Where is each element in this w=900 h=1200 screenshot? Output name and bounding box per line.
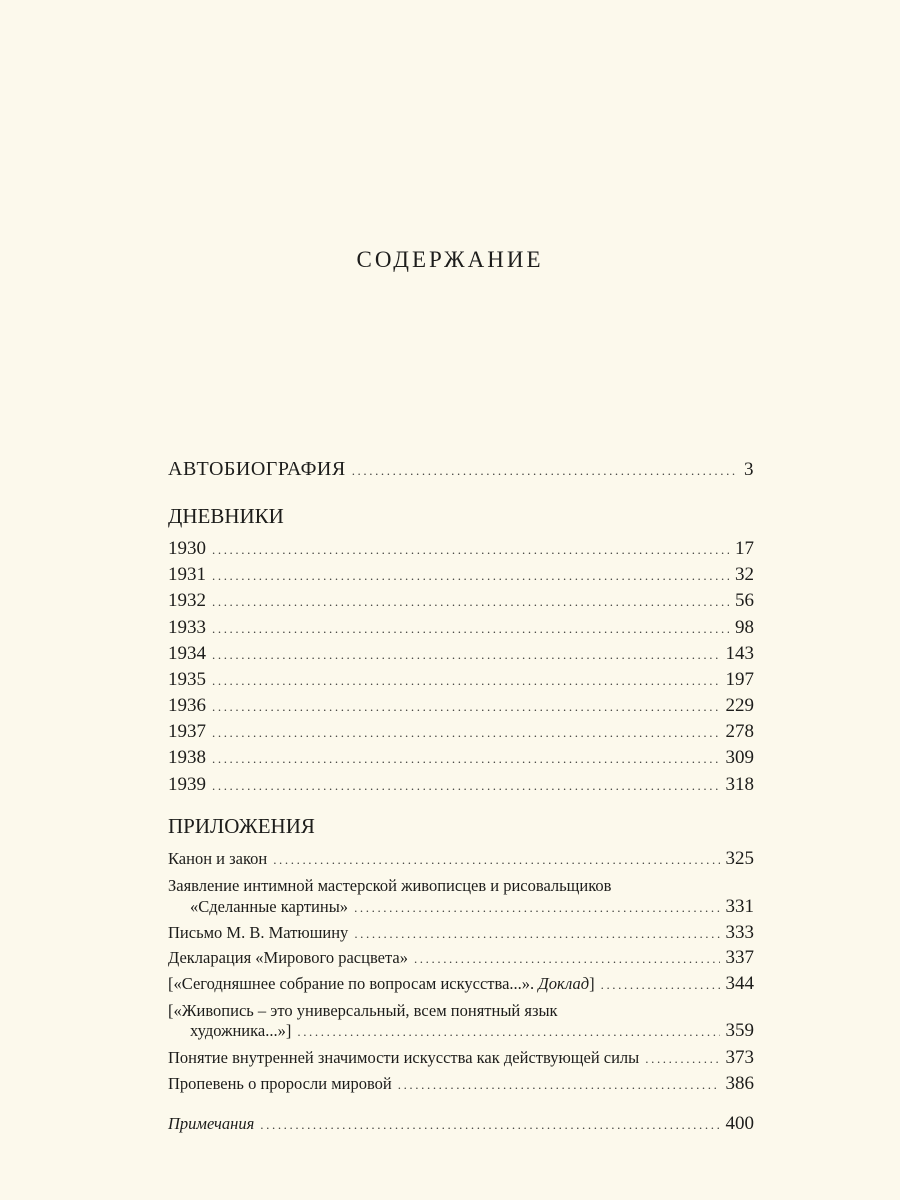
section-heading-appendices: ПРИЛОЖЕНИЯ: [168, 814, 315, 838]
toc-entry-autobiography[interactable]: [168, 458, 754, 481]
dot-leader: [212, 699, 720, 715]
toc-entry-1938[interactable]: [168, 747, 754, 769]
toc-entry-page: 32: [735, 564, 754, 585]
toc-entry-label: 1933: [168, 617, 206, 638]
toc-entry-page: 56: [735, 590, 754, 611]
toc-entry-1939[interactable]: [168, 774, 754, 796]
toc-entry-label: 1937: [168, 721, 206, 742]
dot-leader: [352, 463, 738, 479]
toc-entry-label: 1936: [168, 695, 206, 716]
toc-entry-page: 309: [725, 747, 754, 768]
toc-entry-page: 197: [725, 669, 754, 690]
toc-entry-label: Декларация «Мирового расцвета»: [168, 948, 408, 967]
dot-leader: [273, 852, 719, 868]
toc-entry-1935[interactable]: [168, 669, 754, 691]
dot-leader: [645, 1051, 719, 1067]
toc-entry-declaration[interactable]: [168, 947, 754, 969]
dot-leader: [414, 951, 720, 967]
toc-entry-1936[interactable]: [168, 695, 754, 717]
toc-entry-canon[interactable]: [168, 848, 754, 870]
toc-entry-label-end: ]: [589, 974, 595, 993]
toc-entry-label: художника...»]: [190, 1021, 292, 1040]
toc-entry-label: 1930: [168, 538, 206, 559]
toc-entry-page: 344: [725, 973, 754, 994]
toc-entry-1932[interactable]: [168, 590, 754, 612]
toc-entry-painting-line1[interactable]: [«Живопись – это универсальный, всем понятный язык: [168, 1001, 558, 1020]
toc-entry-page: 373: [725, 1047, 754, 1068]
toc-entry-page: 278: [725, 721, 754, 742]
dot-leader: [398, 1077, 720, 1093]
toc-entry-label: 1932: [168, 590, 206, 611]
toc-entry-page: 386: [725, 1073, 754, 1094]
toc-entry-letter[interactable]: [168, 922, 754, 944]
dot-leader: [354, 926, 719, 942]
dot-leader: [212, 725, 720, 741]
toc-entry-page: 337: [725, 947, 754, 968]
toc-entry-label: 1938: [168, 747, 206, 768]
toc-entry-page: 98: [735, 617, 754, 638]
toc-entry-1931[interactable]: [168, 564, 754, 586]
toc-entry-page: 331: [725, 896, 754, 917]
page-title: СОДЕРЖАНИЕ: [356, 247, 544, 272]
toc-entry-concept[interactable]: [168, 1047, 754, 1069]
toc-entry-page: 359: [725, 1020, 754, 1041]
toc-entry-statement-line1[interactable]: Заявление интимной мастерской живописцев и рисовальщиков: [168, 876, 612, 895]
toc-entry-painting[interactable]: [190, 1020, 754, 1042]
toc-entry-page: 143: [725, 643, 754, 664]
toc-entry-label: Канон и закон: [168, 849, 268, 868]
dot-leader: [212, 647, 720, 663]
toc-entry-label: 1934: [168, 643, 206, 664]
toc-entry-page: 325: [725, 848, 754, 869]
toc-entry-1934[interactable]: [168, 643, 754, 665]
dot-leader: [212, 751, 720, 767]
toc-entry-1933[interactable]: [168, 617, 754, 639]
toc-entry-propeven[interactable]: [168, 1073, 754, 1095]
toc-entry-label-italic: Доклад: [538, 974, 590, 993]
toc-entry-label-main: [«Сегодняшнее собрание по вопросам искусства...».: [168, 974, 539, 993]
toc-entry-label: Пропевень о проросли мировой: [168, 1074, 392, 1093]
toc-entry-page: 229: [725, 695, 754, 716]
toc-entry-1937[interactable]: [168, 721, 754, 743]
toc-entry-page: 318: [725, 774, 754, 795]
dot-leader: [212, 621, 729, 637]
toc-entry-label: «Сделанные картины»: [190, 897, 349, 916]
dot-leader: [212, 568, 729, 584]
toc-entry-label: АВТОБИОГРАФИЯ: [168, 458, 346, 480]
section-heading-diaries: ДНЕВНИКИ: [168, 504, 284, 528]
toc-entry-meeting[interactable]: [168, 973, 754, 995]
dot-leader: [212, 594, 729, 610]
dot-leader: [601, 977, 720, 993]
dot-leader: [354, 900, 719, 916]
toc-entry-label: 1931: [168, 564, 206, 585]
toc-entry-label: [168, 974, 595, 994]
toc-entry-page: 3: [744, 459, 754, 480]
toc-entry-statement[interactable]: [190, 896, 754, 918]
toc-entry-label: Примечания: [168, 1114, 255, 1133]
toc-entry-notes[interactable]: [168, 1113, 754, 1135]
dot-leader: [212, 542, 729, 558]
toc-entry-1930[interactable]: [168, 538, 754, 560]
dot-leader: [260, 1117, 719, 1133]
toc-entry-page: 400: [725, 1113, 754, 1134]
dot-leader: [212, 673, 720, 689]
dot-leader: [297, 1024, 719, 1040]
dot-leader: [212, 778, 720, 794]
toc-entry-label: 1939: [168, 774, 206, 795]
toc-entry-label: 1935: [168, 669, 206, 690]
toc-entry-label: Письмо М. В. Матюшину: [168, 923, 349, 942]
toc-entry-page: 17: [735, 538, 754, 559]
toc-entry-label: Понятие внутренней значимости искусства как действующей силы: [168, 1048, 640, 1067]
toc-entry-page: 333: [725, 922, 754, 943]
